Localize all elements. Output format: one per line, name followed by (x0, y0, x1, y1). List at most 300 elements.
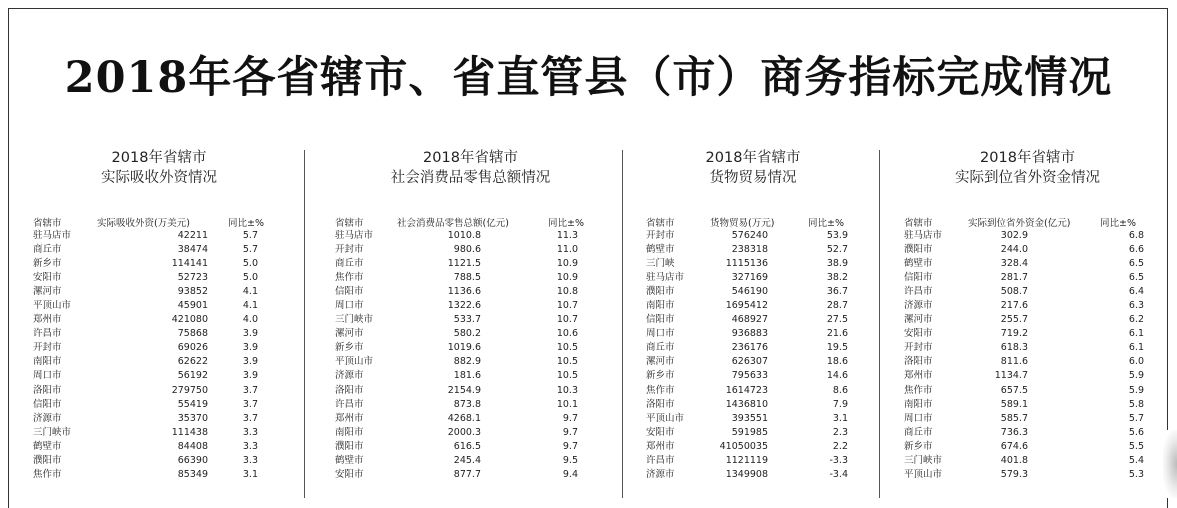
cell-yoy: 27.5 (826, 314, 848, 326)
cell-yoy: 5.3 (1128, 468, 1144, 480)
table-row (900, 229, 1155, 243)
cell-value: 401.8 (1000, 454, 1028, 466)
cell-value: 533.7 (453, 314, 481, 326)
cell-yoy: 3.9 (242, 370, 258, 382)
panel-foreign-investment (30, 148, 288, 488)
cell-yoy: 3.7 (242, 384, 258, 396)
table-row (900, 243, 1155, 257)
table-row (333, 271, 608, 285)
cell-city: 三门峡市 (33, 426, 72, 438)
cell-city: 信阳市 (335, 286, 364, 298)
page-curl-shadow (1163, 430, 1177, 498)
table-row (333, 426, 608, 440)
cell-city: 鹤壁市 (646, 244, 675, 256)
cell-yoy: 5.0 (242, 258, 258, 270)
cell-yoy: 6.2 (1128, 314, 1144, 326)
cell-value: 591985 (731, 426, 768, 438)
table-row (30, 299, 288, 313)
cell-yoy: 5.7 (242, 230, 258, 241)
table-row (900, 412, 1155, 426)
table-row (333, 355, 608, 369)
cell-yoy: 6.3 (1128, 300, 1144, 312)
cell-yoy: 10.7 (556, 314, 578, 326)
cell-city: 开封市 (904, 342, 933, 354)
table-body (333, 229, 608, 482)
cell-yoy: 6.6 (1128, 244, 1144, 256)
cell-value: 93852 (177, 286, 208, 298)
header-yoy: 同比±% (1100, 218, 1136, 229)
cell-value: 245.4 (453, 454, 481, 466)
cell-city: 商丘市 (904, 426, 933, 438)
table-row (30, 412, 288, 426)
panel-goods-trade (642, 148, 864, 488)
cell-value: 75868 (177, 328, 208, 340)
table-row (30, 285, 288, 299)
cell-city: 周口市 (33, 370, 62, 382)
cell-yoy: 5.7 (1128, 412, 1144, 424)
cell-yoy: 5.5 (1128, 440, 1144, 452)
cell-city: 商丘市 (646, 342, 675, 354)
cell-yoy: 14.6 (826, 370, 848, 382)
cell-city: 郑州市 (335, 412, 364, 424)
cell-value: 281.7 (1000, 272, 1028, 284)
table-header (333, 215, 608, 229)
cell-value: 616.5 (453, 440, 481, 452)
table-row (642, 468, 864, 482)
cell-city: 洛阳市 (646, 398, 675, 410)
cell-city: 安阳市 (335, 468, 364, 480)
cell-yoy: 3.9 (242, 356, 258, 368)
table-row (642, 369, 864, 383)
cell-value: 788.5 (453, 272, 481, 284)
table-row (642, 355, 864, 369)
cell-value: 302.9 (1000, 230, 1028, 241)
cell-yoy: 9.7 (562, 440, 578, 452)
table-row (900, 285, 1155, 299)
cell-value: 85349 (177, 468, 208, 480)
table-row (30, 313, 288, 327)
table-row (30, 327, 288, 341)
cell-yoy: 36.7 (826, 286, 848, 298)
cell-city: 洛阳市 (904, 356, 933, 368)
cell-yoy: 5.9 (1128, 384, 1144, 396)
table-row (333, 468, 608, 482)
table-row (642, 243, 864, 257)
cell-city: 濮阳市 (33, 454, 62, 466)
table-row (30, 355, 288, 369)
table-row (900, 327, 1155, 341)
cell-value: 1010.8 (447, 230, 481, 241)
cell-yoy: 10.5 (556, 342, 578, 354)
header-yoy: 同比±% (808, 218, 844, 229)
table-header (30, 215, 288, 229)
table-row (333, 229, 608, 243)
cell-yoy: 10.9 (556, 258, 578, 270)
table-row (900, 426, 1155, 440)
table-row (642, 271, 864, 285)
cell-yoy: 4.0 (242, 314, 258, 326)
table-row (333, 440, 608, 454)
table-header (900, 215, 1155, 229)
cell-yoy: 2.2 (832, 440, 848, 452)
cell-value: 626307 (731, 356, 768, 368)
table-row (333, 412, 608, 426)
cell-value: 873.8 (453, 398, 481, 410)
cell-value: 114141 (171, 258, 208, 270)
cell-city: 漯河市 (904, 314, 933, 326)
cell-value: 2000.3 (447, 426, 481, 438)
cell-value: 66390 (177, 454, 208, 466)
cell-yoy: 6.5 (1128, 272, 1144, 284)
cell-city: 南阳市 (646, 300, 675, 312)
cell-yoy: 6.1 (1128, 328, 1144, 340)
cell-value: 468927 (731, 314, 768, 326)
cell-city: 新乡市 (904, 440, 933, 452)
panel-title: 2018年省辖市 实际吸收外资情况 (101, 150, 217, 186)
cell-city: 许昌市 (904, 286, 933, 298)
cell-city: 焦作市 (33, 468, 62, 480)
cell-yoy: 19.5 (826, 342, 848, 354)
cell-city: 开封市 (646, 230, 675, 241)
cell-yoy: 6.1 (1128, 342, 1144, 354)
table-row (642, 384, 864, 398)
cell-city: 郑州市 (904, 370, 933, 382)
table-row (900, 313, 1155, 327)
cell-value: 936883 (731, 328, 768, 340)
cell-yoy: 11.0 (556, 244, 578, 256)
table-row (642, 426, 864, 440)
header-value: 实际到位省外资金(亿元) (968, 218, 1071, 229)
cell-city: 南阳市 (33, 356, 62, 368)
cell-city: 鹤壁市 (904, 258, 933, 270)
cell-value: 328.4 (1000, 258, 1028, 270)
table-row (900, 440, 1155, 454)
cell-value: 41050035 (719, 440, 768, 452)
table-row (30, 341, 288, 355)
cell-city: 安阳市 (646, 426, 675, 438)
cell-city: 济源市 (904, 300, 933, 312)
header-city: 省辖市 (646, 218, 675, 229)
cell-city: 南阳市 (904, 398, 933, 410)
cell-yoy: 52.7 (826, 244, 848, 256)
header-value: 社会消费品零售总额(亿元) (397, 218, 509, 229)
cell-yoy: -3.4 (829, 468, 848, 480)
cell-value: 244.0 (1000, 244, 1028, 256)
cell-yoy: 38.9 (826, 258, 848, 270)
cell-value: 657.5 (1000, 384, 1028, 396)
page-title: 2018年各省辖市、省直管县（市）商务指标完成情况 (64, 53, 1113, 103)
cell-yoy: 18.6 (826, 356, 848, 368)
cell-yoy: 10.8 (556, 286, 578, 298)
cell-city: 平顶山市 (646, 412, 685, 424)
cell-city: 濮阳市 (335, 440, 364, 452)
table-row (642, 454, 864, 468)
table-row (642, 299, 864, 313)
cell-value: 42211 (177, 230, 208, 241)
cell-yoy: 5.9 (1128, 370, 1144, 382)
cell-city: 许昌市 (335, 398, 364, 410)
cell-city: 济源市 (335, 370, 364, 382)
cell-yoy: 9.4 (562, 468, 578, 480)
cell-city: 洛阳市 (33, 384, 62, 396)
table-row (900, 454, 1155, 468)
cell-yoy: 5.7 (242, 244, 258, 256)
cell-yoy: 4.1 (242, 300, 258, 312)
cell-city: 漯河市 (335, 328, 364, 340)
cell-city: 濮阳市 (904, 244, 933, 256)
cell-city: 驻马店市 (646, 272, 685, 284)
cell-yoy: 3.9 (242, 328, 258, 340)
cell-yoy: 3.9 (242, 342, 258, 354)
cell-city: 信阳市 (646, 314, 675, 326)
cell-city: 周口市 (646, 328, 675, 340)
table-row (642, 398, 864, 412)
cell-city: 信阳市 (33, 398, 62, 410)
table-row (333, 384, 608, 398)
cell-city: 周口市 (335, 300, 364, 312)
table-row (900, 398, 1155, 412)
table-row (900, 299, 1155, 313)
cell-city: 鹤壁市 (33, 440, 62, 452)
cell-yoy: 3.3 (242, 440, 258, 452)
cell-yoy: 5.0 (242, 272, 258, 284)
cell-value: 393551 (731, 412, 768, 424)
cell-value: 279750 (171, 384, 208, 396)
cell-city: 许昌市 (646, 454, 675, 466)
cell-city: 开封市 (335, 244, 364, 256)
header-yoy: 同比±% (548, 218, 584, 229)
cell-value: 579.3 (1000, 468, 1028, 480)
cell-city: 商丘市 (335, 258, 364, 270)
table-row (30, 271, 288, 285)
table-row (642, 257, 864, 271)
cell-yoy: 8.6 (832, 384, 848, 396)
header-value: 货物贸易(万元) (710, 218, 775, 229)
cell-value: 45901 (177, 300, 208, 312)
cell-yoy: 10.1 (556, 398, 578, 410)
header-city: 省辖市 (33, 218, 62, 229)
column-divider (622, 150, 623, 498)
cell-city: 漯河市 (33, 286, 62, 298)
cell-yoy: 10.5 (556, 356, 578, 368)
table-row (30, 229, 288, 243)
table-row (642, 285, 864, 299)
table-row (642, 327, 864, 341)
table-row (333, 243, 608, 257)
cell-value: 546190 (731, 286, 768, 298)
cell-value: 217.6 (1000, 300, 1028, 312)
cell-value: 674.6 (1000, 440, 1028, 452)
table-row (30, 468, 288, 482)
cell-city: 商丘市 (33, 244, 62, 256)
cell-value: 1134.7 (994, 370, 1028, 382)
panel-title: 2018年省辖市 社会消费品零售总额情况 (390, 150, 551, 186)
cell-value: 877.7 (453, 468, 481, 480)
header-value: 实际吸收外资(万美元) (97, 218, 190, 229)
cell-city: 三门峡市 (335, 314, 374, 326)
cell-value: 421080 (171, 314, 208, 326)
cell-yoy: 10.5 (556, 370, 578, 382)
cell-yoy: 9.7 (562, 426, 578, 438)
cell-value: 580.2 (453, 328, 481, 340)
cell-yoy: 6.8 (1128, 230, 1144, 241)
cell-value: 811.6 (1000, 356, 1028, 368)
cell-city: 漯河市 (646, 356, 675, 368)
cell-yoy: 53.9 (826, 230, 848, 241)
cell-value: 980.6 (453, 244, 481, 256)
cell-value: 1019.6 (447, 342, 481, 354)
panel-retail-sales (333, 148, 608, 488)
table-row (900, 271, 1155, 285)
panel-title: 2018年省辖市 货物贸易情况 (705, 150, 801, 186)
table-row (30, 440, 288, 454)
table-row (642, 440, 864, 454)
table-row (900, 369, 1155, 383)
cell-city: 濮阳市 (646, 286, 675, 298)
column-divider (879, 150, 880, 498)
table-row (333, 327, 608, 341)
cell-yoy: 5.8 (1128, 398, 1144, 410)
column-divider (304, 150, 305, 498)
cell-city: 三门峡市 (904, 454, 943, 466)
cell-yoy: 9.7 (562, 412, 578, 424)
cell-yoy: 3.1 (242, 468, 258, 480)
cell-value: 589.1 (1000, 398, 1028, 410)
cell-city: 洛阳市 (335, 384, 364, 396)
cell-yoy: 7.9 (832, 398, 848, 410)
table-row (642, 313, 864, 327)
cell-value: 736.3 (1000, 426, 1028, 438)
cell-city: 驻马店市 (335, 230, 374, 241)
table-header (642, 215, 864, 229)
cell-yoy: 10.3 (556, 384, 578, 396)
cell-value: 618.3 (1000, 342, 1028, 354)
cell-city: 驻马店市 (33, 230, 72, 241)
cell-value: 69026 (177, 342, 208, 354)
cell-value: 1436810 (725, 398, 768, 410)
table-row (900, 257, 1155, 271)
cell-yoy: 10.9 (556, 272, 578, 284)
cell-yoy: 28.7 (826, 300, 848, 312)
cell-yoy: 3.7 (242, 412, 258, 424)
cell-yoy: 6.0 (1128, 356, 1144, 368)
table-body (900, 229, 1155, 482)
cell-city: 新乡市 (33, 258, 62, 270)
cell-value: 181.6 (453, 370, 481, 382)
cell-city: 焦作市 (646, 384, 675, 396)
cell-yoy: 11.3 (556, 230, 578, 241)
table-row (30, 426, 288, 440)
cell-yoy: 5.4 (1128, 454, 1144, 466)
cell-value: 2154.9 (447, 384, 481, 396)
cell-value: 1349908 (725, 468, 768, 480)
cell-city: 安阳市 (33, 272, 62, 284)
cell-yoy: 9.5 (562, 454, 578, 466)
cell-value: 238318 (731, 244, 768, 256)
cell-city: 济源市 (646, 468, 675, 480)
cell-city: 平顶山市 (335, 356, 374, 368)
table-row (900, 468, 1155, 482)
cell-value: 1136.6 (447, 286, 481, 298)
table-row (900, 341, 1155, 355)
cell-yoy: 3.3 (242, 426, 258, 438)
cell-value: 795633 (731, 370, 768, 382)
cell-value: 4268.1 (447, 412, 481, 424)
table-row (642, 229, 864, 243)
cell-city: 郑州市 (33, 314, 62, 326)
table-row (333, 313, 608, 327)
cell-city: 新乡市 (335, 342, 364, 354)
cell-value: 1115136 (725, 258, 768, 270)
table-row (333, 285, 608, 299)
cell-value: 56192 (177, 370, 208, 382)
cell-city: 新乡市 (646, 370, 675, 382)
cell-yoy: 4.1 (242, 286, 258, 298)
cell-value: 1121119 (725, 454, 768, 466)
cell-city: 信阳市 (904, 272, 933, 284)
table-row (30, 243, 288, 257)
panel-external-funds (900, 148, 1155, 488)
cell-city: 开封市 (33, 342, 62, 354)
cell-yoy: 10.6 (556, 328, 578, 340)
cell-city: 郑州市 (646, 440, 675, 452)
cell-yoy: -3.3 (829, 454, 848, 466)
table-row (900, 384, 1155, 398)
cell-city: 济源市 (33, 412, 62, 424)
cell-yoy: 5.6 (1128, 426, 1144, 438)
table-row (333, 257, 608, 271)
cell-value: 882.9 (453, 356, 481, 368)
cell-city: 焦作市 (904, 384, 933, 396)
table-row (333, 398, 608, 412)
cell-yoy: 21.6 (826, 328, 848, 340)
cell-value: 38474 (177, 244, 208, 256)
cell-yoy: 10.7 (556, 300, 578, 312)
cell-value: 1614723 (725, 384, 768, 396)
cell-yoy: 6.5 (1128, 258, 1144, 270)
table-row (30, 384, 288, 398)
header-yoy: 同比±% (228, 218, 264, 229)
cell-value: 327169 (731, 272, 768, 284)
table-row (30, 257, 288, 271)
cell-value: 719.2 (1000, 328, 1028, 340)
table-row (333, 369, 608, 383)
cell-yoy: 2.3 (832, 426, 848, 438)
cell-value: 84408 (177, 440, 208, 452)
cell-city: 许昌市 (33, 328, 62, 340)
table-body (642, 229, 864, 482)
cell-yoy: 3.3 (242, 454, 258, 466)
cell-value: 585.7 (1000, 412, 1028, 424)
cell-city: 三门峡 (646, 258, 675, 270)
table-row (333, 299, 608, 313)
cell-city: 周口市 (904, 412, 933, 424)
cell-city: 安阳市 (904, 328, 933, 340)
panel-title: 2018年省辖市 实际到位省外资金情况 (955, 150, 1100, 186)
cell-value: 576240 (731, 230, 768, 241)
header-city: 省辖市 (904, 218, 933, 229)
cell-value: 35370 (177, 412, 208, 424)
cell-city: 平顶山市 (904, 468, 943, 480)
table-row (30, 454, 288, 468)
cell-value: 508.7 (1000, 286, 1028, 298)
cell-value: 236176 (731, 342, 768, 354)
cell-value: 255.7 (1000, 314, 1028, 326)
cell-value: 1121.5 (447, 258, 481, 270)
table-row (333, 454, 608, 468)
table-body (30, 229, 288, 482)
cell-value: 62622 (177, 356, 208, 368)
